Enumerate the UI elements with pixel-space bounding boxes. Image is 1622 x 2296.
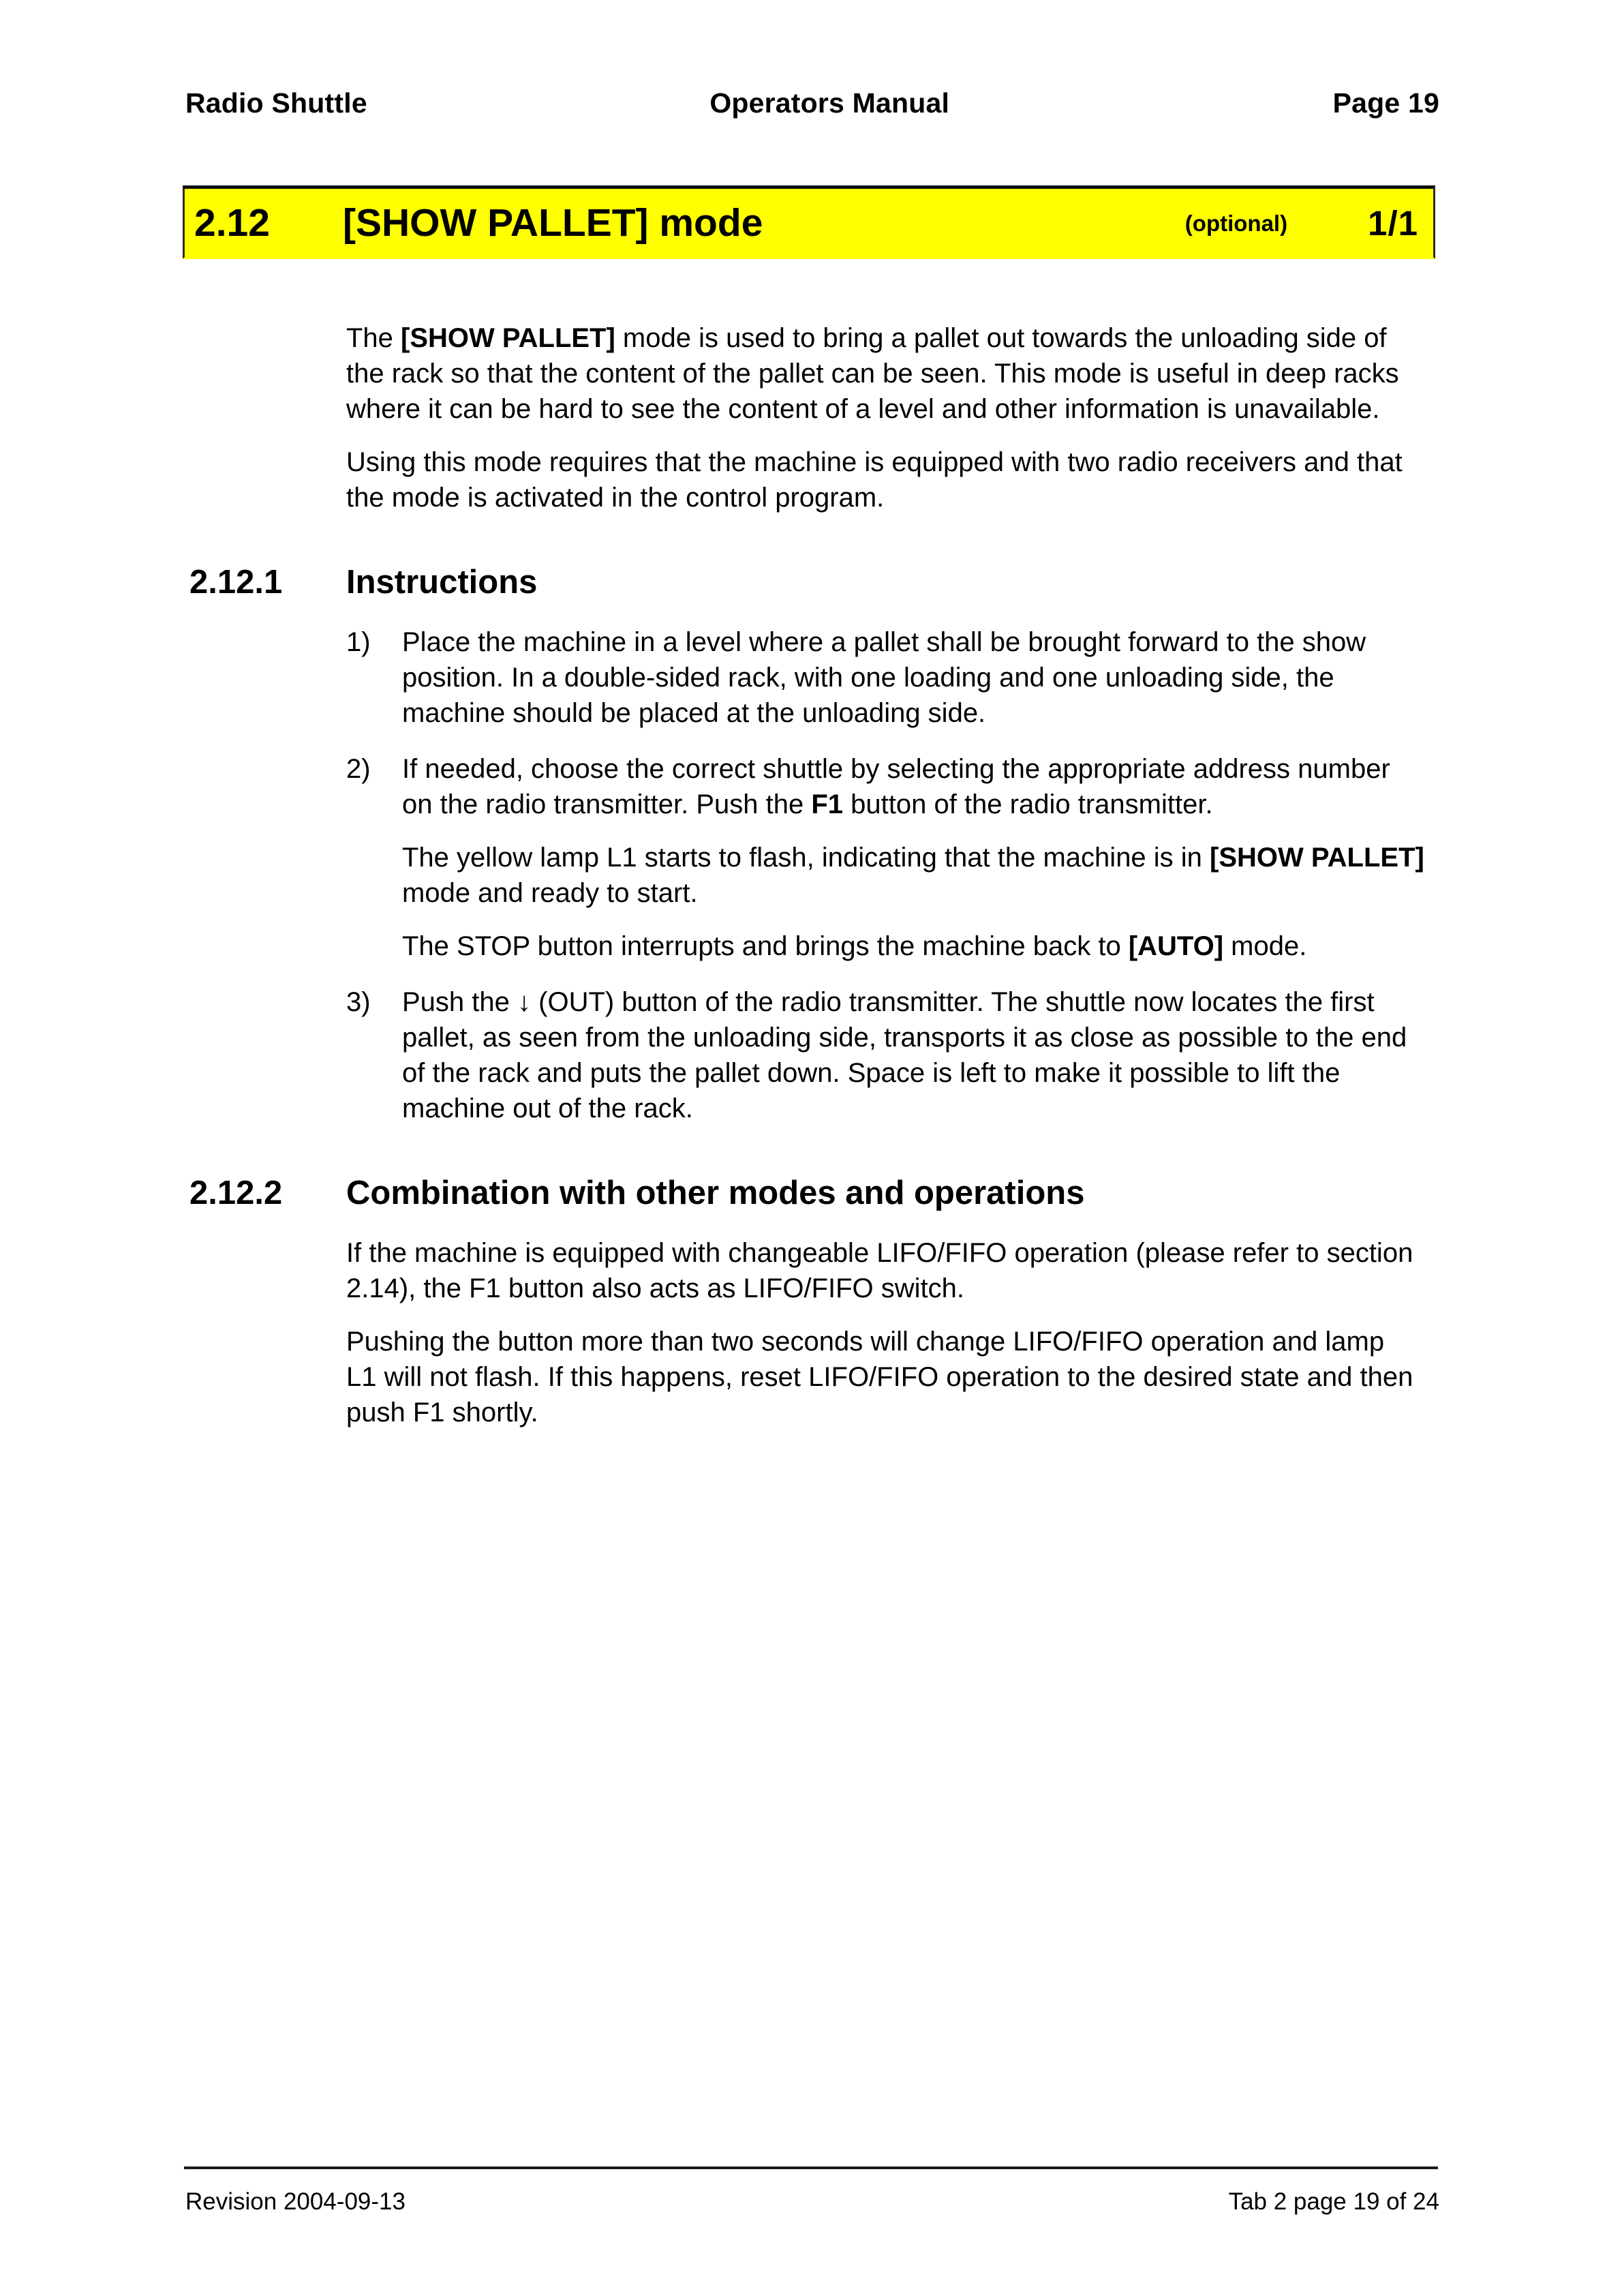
section-title-band	[183, 185, 1435, 259]
list-item	[346, 751, 1439, 964]
step-2-paragraph-3	[402, 928, 1424, 964]
intro-p1-mode-name: [SHOW PALLET]	[401, 323, 615, 353]
step-marker-2: 2)	[346, 754, 371, 784]
step-body-2	[402, 751, 1424, 964]
step-marker-1: 1)	[346, 627, 371, 657]
heading-2-12-1	[189, 563, 1439, 601]
footer-tab-page: Tab 2 page 19 of 24	[1228, 2188, 1439, 2215]
running-header	[185, 87, 1439, 119]
header-document-name: Radio Shuttle	[185, 87, 367, 119]
step-2-p1-lead: If needed, choose the correct shuttle by selecting the appropriate address number on the radio transmitter. Push the	[402, 754, 1390, 819]
section-optional-tag: (optional)	[1184, 210, 1288, 236]
list-item	[346, 624, 1439, 731]
intro-paragraph-2: Using this mode requires that the machine is equipped with two radio receivers and that the mode is activated in the control program.	[346, 447, 1403, 513]
heading-2-12-2	[189, 1174, 1439, 1212]
heading-2-12-2-text: Combination with other modes and operations	[346, 1175, 1085, 1211]
footer-divider	[184, 2166, 1438, 2169]
step-3-p1-rest: (OUT) button of the radio transmitter. The shuttle now locates the first pallet, as seen from the unloading side, transports it as close as possible to the end of the rack and puts the pallet down. Space is left to make it possible to lift the machine out of the rack.	[402, 987, 1407, 1123]
step-2-p2-lead: The yellow lamp L1 starts to flash, indicating that the machine is in	[402, 843, 1210, 873]
step-2-paragraph-1	[402, 751, 1424, 822]
step-2-p1-rest: button of the radio transmitter.	[843, 789, 1213, 819]
step-3-paragraph-1	[402, 984, 1424, 1126]
section-number: 2.12	[194, 200, 270, 245]
step-2-p2-rest: mode and ready to start.	[402, 878, 698, 908]
step-2-paragraph-2	[402, 840, 1424, 911]
intro-p1-rest: mode is used to bring a pallet out towards the unloading side of the rack so that the content of the pallet can be seen. This mode is useful in deep racks where it can be hard to see the content of a level and other information is unavailable.	[346, 323, 1399, 424]
step-marker-3: 3)	[346, 987, 371, 1017]
header-page-number: Page 19	[1332, 87, 1439, 119]
step-body-1	[402, 624, 1424, 731]
running-footer	[185, 2188, 1439, 2216]
intro-p1-lead: The	[346, 323, 401, 353]
step-1-paragraph-1: Place the machine in a level where a pallet shall be brought forward to the show position. In a double-sided rack, with one loading and one unloading side, the machine should be placed at the unloading side.	[402, 627, 1366, 728]
intro-paragraph-1	[346, 320, 1416, 427]
section-page-counter: 1/1	[1368, 203, 1418, 243]
heading-2-12-2-number: 2.12.2	[189, 1175, 283, 1211]
footer-revision: Revision 2004-09-13	[185, 2188, 406, 2215]
arrow-down-icon: ↓	[517, 987, 532, 1017]
header-manual-title: Operators Manual	[709, 87, 950, 119]
step-2-p2-mode-name: [SHOW PALLET]	[1210, 843, 1424, 873]
heading-2-12-1-number: 2.12.1	[189, 564, 283, 601]
step-2-p3-rest: mode.	[1223, 931, 1307, 961]
main-content	[185, 320, 1439, 1430]
instruction-steps-list	[185, 624, 1439, 1126]
step-3-p1-lead: Push the	[402, 987, 518, 1017]
section-title: [SHOW PALLET] mode	[343, 200, 763, 245]
section-2-paragraph-1: If the machine is equipped with changeable LIFO/FIFO operation (please refer to section 2.14), the F1 button also acts as LIFO/FIFO switch.	[346, 1238, 1413, 1303]
section-2-paragraph-2: Pushing the button more than two seconds will change LIFO/FIFO operation and lamp L1 will not flash. If this happens, reset LIFO/FIFO operation to the desired state and then push F1 shortly.	[346, 1327, 1413, 1428]
step-2-p1-button-name: F1	[811, 789, 844, 819]
step-2-p3-mode-name: [AUTO]	[1128, 931, 1224, 961]
step-2-p3-lead: The STOP button interrupts and brings the machine back to	[402, 931, 1129, 961]
list-item	[346, 984, 1439, 1126]
step-body-3	[402, 984, 1424, 1126]
heading-2-12-1-text: Instructions	[346, 564, 538, 601]
